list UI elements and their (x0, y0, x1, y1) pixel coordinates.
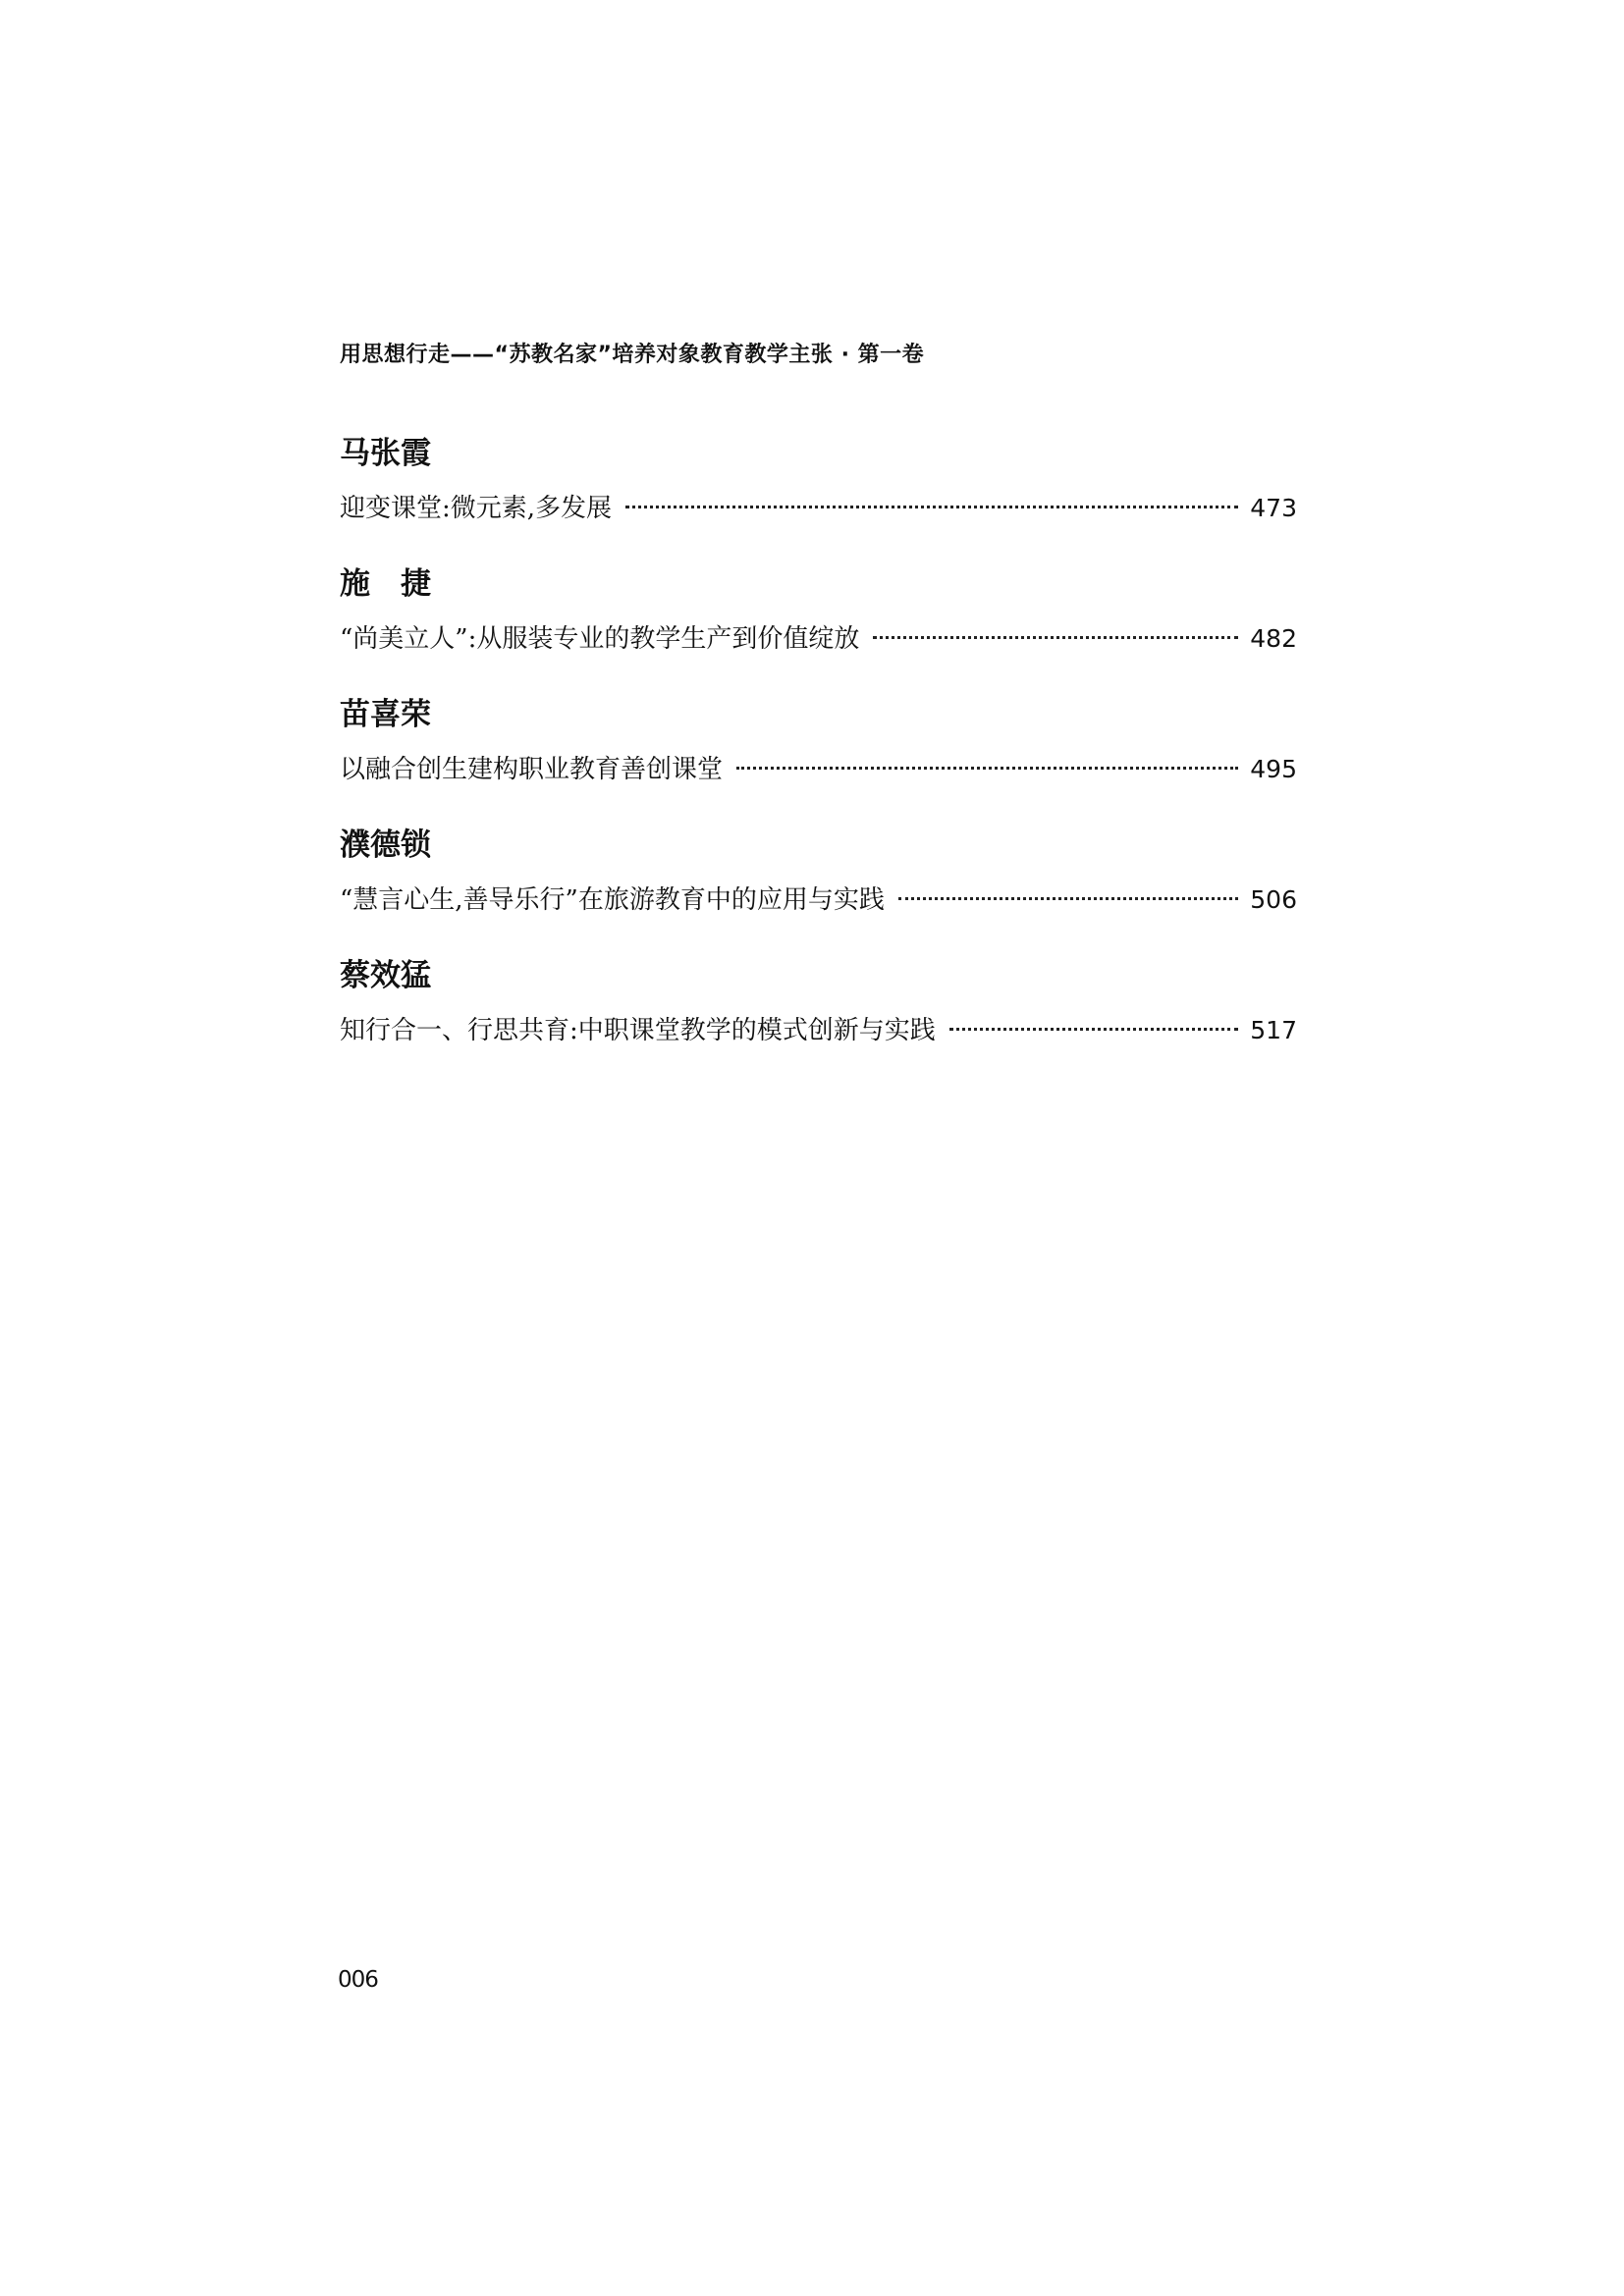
toc-entry[interactable] (340, 489, 1297, 528)
dot-leader (949, 1028, 1238, 1031)
entry-page-number: 495 (1250, 755, 1297, 783)
entry-page-number: 482 (1250, 624, 1297, 653)
dot-leader (898, 897, 1238, 900)
toc-section (340, 432, 1297, 562)
entry-title: “慧言心生,善导乐行”在旅游教育中的应用与实践 (340, 885, 885, 915)
table-of-contents (340, 432, 1297, 1085)
author-name: 马张霞 (340, 436, 431, 471)
toc-entry[interactable] (340, 881, 1297, 920)
dot-leader (873, 636, 1238, 639)
toc-section (340, 824, 1297, 954)
toc-section (340, 954, 1297, 1085)
toc-entry[interactable] (340, 1011, 1297, 1050)
entry-title: 知行合一、行思共育:中职课堂教学的模式创新与实践 (340, 1016, 936, 1045)
entry-title: 迎变课堂:微元素,多发展 (340, 494, 613, 523)
entry-page-number: 506 (1250, 885, 1297, 914)
entry-page-number: 517 (1250, 1016, 1297, 1044)
author-name: 施 捷 (340, 566, 431, 602)
author-name: 蔡效猛 (340, 958, 431, 993)
page-folio: 006 (338, 1967, 378, 1993)
dot-leader (625, 506, 1238, 508)
toc-entry[interactable] (340, 619, 1297, 659)
entry-title: 以融合创生建构职业教育善创课堂 (340, 755, 724, 784)
dot-leader (736, 767, 1238, 770)
running-header: 用思想行走——“苏教名家”培养对象教育教学主张 · 第一卷 (340, 343, 925, 367)
toc-entry[interactable] (340, 750, 1297, 789)
entry-title: “尚美立人”:从服装专业的教学生产到价值绽放 (340, 624, 860, 654)
toc-section (340, 562, 1297, 693)
toc-section (340, 693, 1297, 824)
author-name: 苗喜荣 (340, 697, 431, 732)
entry-page-number: 473 (1250, 494, 1297, 522)
author-name: 濮德锁 (340, 828, 431, 863)
